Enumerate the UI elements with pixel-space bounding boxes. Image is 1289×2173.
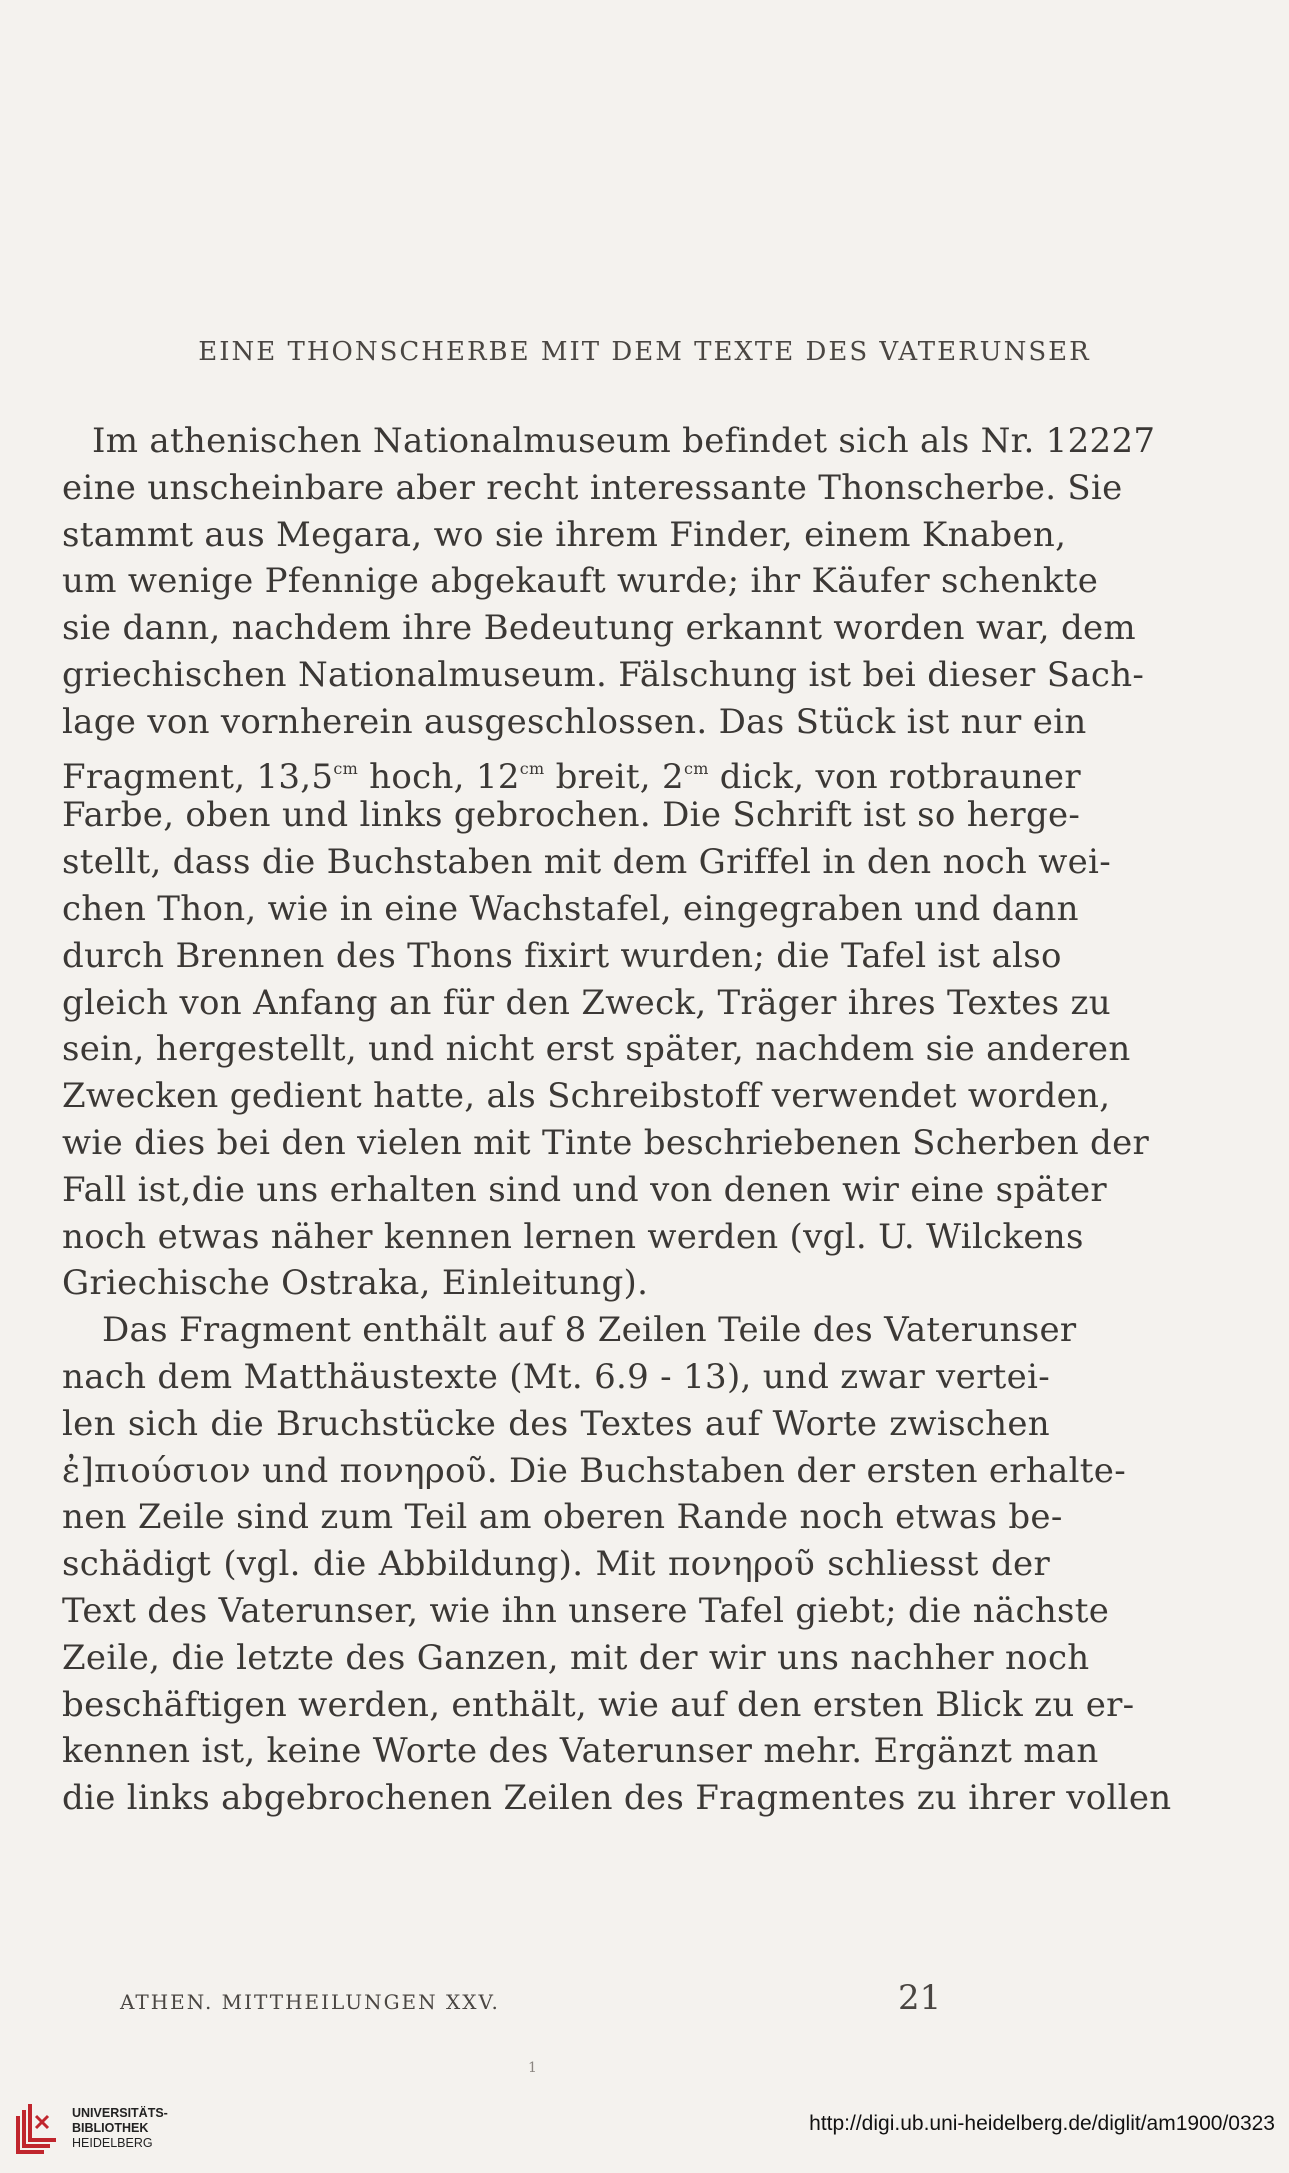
text-line: Zeile, die letzte des Ganzen, mit der wir uns nachher noch [62,1637,1090,1678]
sheet-mark: 1 [528,2060,537,2076]
text-line: Im athenischen Nationalmuseum befindet sich als Nr. 12227 [92,421,1156,461]
text-line: eine unscheinbare aber recht interessante Thonscherbe. Sie [62,467,1123,508]
text-line: Farbe, oben und links gebrochen. Die Schrift ist so herge- [62,795,1081,836]
text-line: um wenige Pfennige abgekauft wurde; ihr Käufer schenkte [62,561,1099,602]
library-name-line3: HEIDELBERG [72,2136,153,2150]
text-line: stellt, dass die Buchstaben mit dem Griffel in den noch wei- [62,842,1112,883]
article-body [62,418,1172,1822]
text-line: sie dann, nachdem ihre Bedeutung erkannt worden war, dem [62,608,1136,649]
page-number: 21 [898,1978,942,2018]
text-line: ἐ]πιούσιον und πονηροῦ. Die Buchstaben der ersten erhalte- [62,1450,1126,1491]
library-name [72,2106,168,2151]
text-line: Zwecken gedient hatte, als Schreibstoff verwendet worden, [62,1076,1111,1117]
text-line: Griechische Ostraka, Einleitung). [62,1263,649,1304]
text-line: gleich von Anfang an für den Zweck, Träger ihres Textes zu [62,982,1111,1023]
article-title: EINE THONSCHERBE MIT DEM TEXTE DES VATERUNSER [198,337,1091,367]
text-line: kennen ist, keine Worte des Vaterunser mehr. Ergänzt man [62,1731,1099,1772]
text-line: durch Brennen des Thons fixirt wurden; die Tafel ist also [62,935,1062,976]
text-line: Fall ist,die uns erhalten sind und von denen wir eine später [62,1169,1107,1210]
text-line: len sich die Bruchstücke des Textes auf Worte zwischen [62,1403,1050,1444]
university-library-logo-icon [14,2102,58,2154]
text-line: die links abgebrochenen Zeilen des Fragmentes zu ihrer vollen [62,1778,1172,1819]
library-name-line1: UNIVERSITÄTS- [72,2106,168,2120]
text-line: stammt aus Megara, wo sie ihrem Finder, einem Knaben, [62,514,1067,555]
text-line: nach dem Matthäustexte (Mt. 6.9 - 13), und zwar vertei- [62,1356,1050,1397]
text-line: sein, hergestellt, und nicht erst später, nachdem sie anderen [62,1029,1131,1070]
running-foot: ATHEN. MITTHEILUNGEN XXV. [120,1990,500,2014]
text-line: chen Thon, wie in eine Wachstafel, eingegraben und dann [62,888,1079,929]
library-name-line2: BIBLIOTHEK [72,2121,149,2135]
text-line: wie dies bei den vielen mit Tinte beschriebenen Scherben der [62,1122,1150,1163]
text-line: noch etwas näher kennen lernen werden (vgl. U. Wilckens [62,1216,1084,1257]
text-line: Text des Vaterunser, wie ihn unsere Tafel giebt; die nächste [62,1590,1110,1631]
text-line: griechischen Nationalmuseum. Fälschung ist bei dieser Sach- [62,654,1145,695]
text-line: lage von vornherein ausgeschlossen. Das Stück ist nur ein [62,701,1087,742]
source-url-link[interactable]: http://digi.ub.uni-heidelberg.de/diglit/am1900/0323 [809,2112,1275,2135]
text-line: Das Fragment enthält auf 8 Zeilen Teile des Vaterunser [102,1310,1077,1351]
text-line: beschäftigen werden, enthält, wie auf den ersten Blick zu er- [62,1684,1135,1725]
text-line: Fragment, $13,5^{cm}$ hoch, $12^{cm}$ breit, $2^{cm}$ dick, von rotbrauner [62,756,1081,797]
text-line: schädigt (vgl. die Abbildung). Mit πονηροῦ schliesst der [62,1544,1050,1585]
text-line: nen Zeile sind zum Teil am oberen Rande noch etwas be- [62,1497,1063,1538]
